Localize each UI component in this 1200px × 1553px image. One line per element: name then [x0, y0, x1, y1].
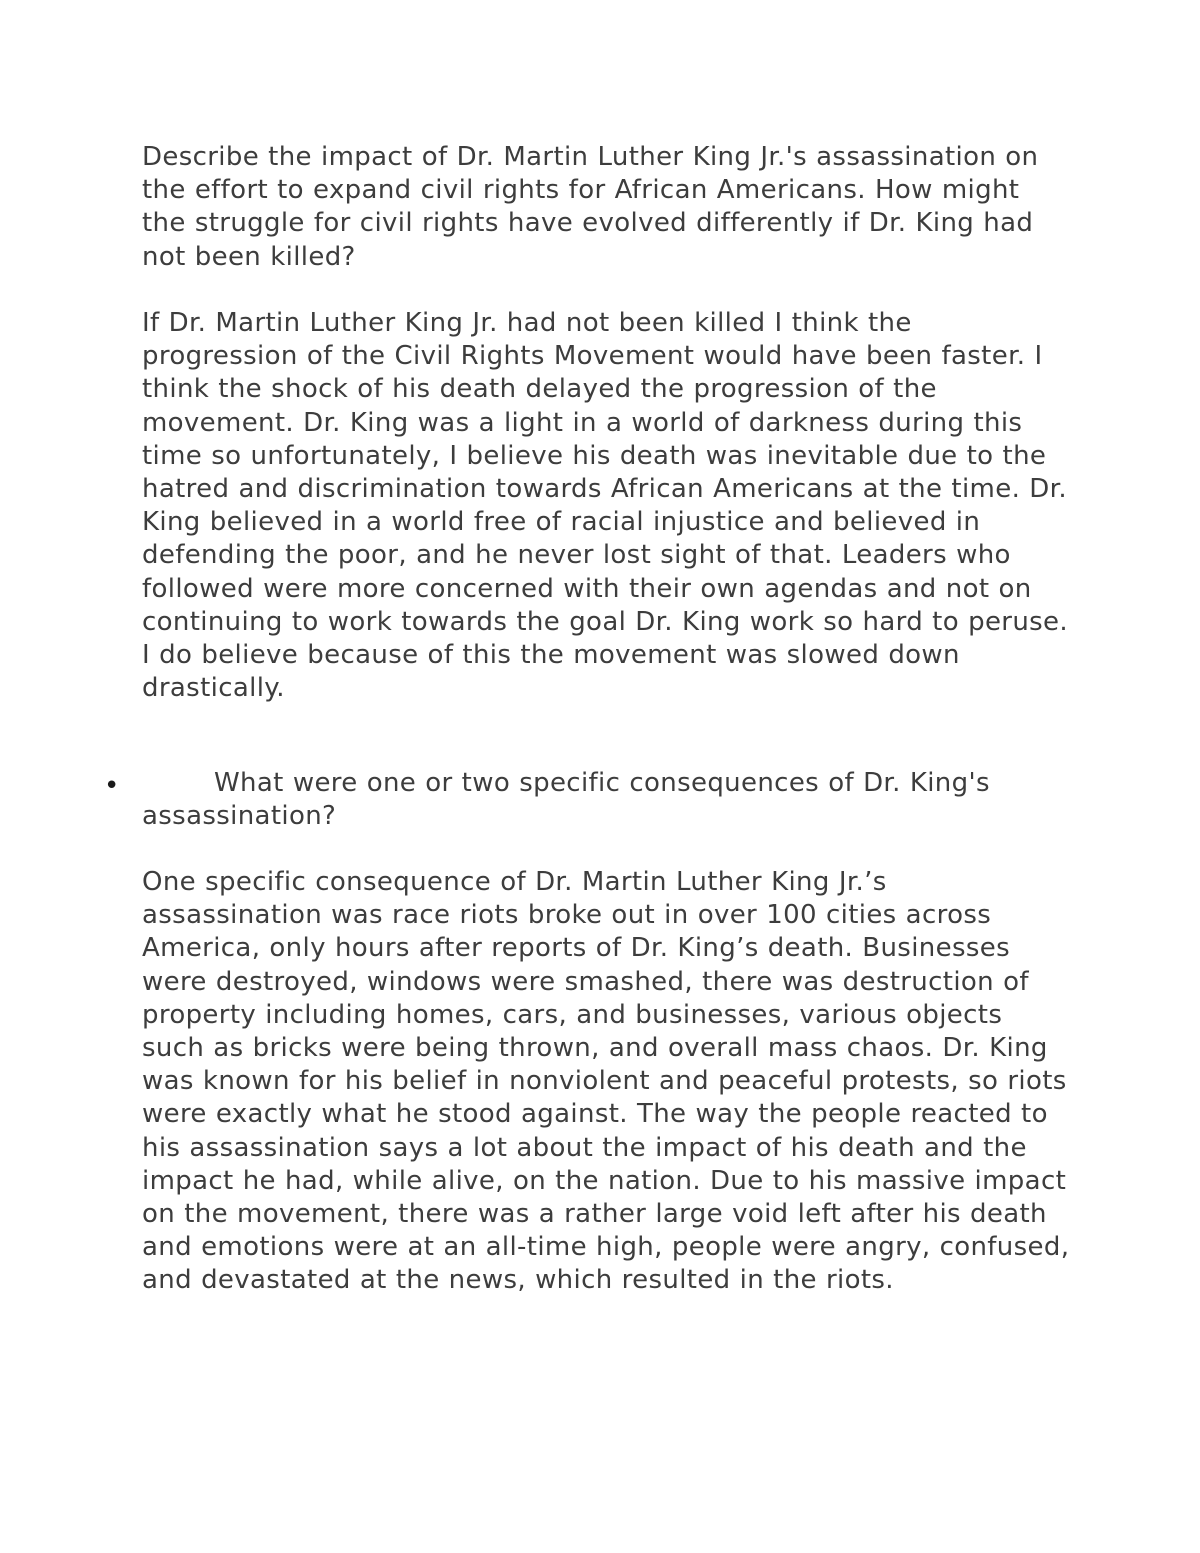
answer-paragraph-1: If Dr. Martin Luther King Jr. had not been killed I think the progression of the Civil Rights Movement would have been faster. I think the shock of his death delayed the progression of the movement. Dr. King was a light in a world of darkness during this time so unfortunately, I believe his death was inevitable due to the hatred and discrimination towards African Americans at the time. Dr. King believed in a world free of racial injustice and believed in defending the poor, and he never lost sight of that. Leaders who followed were more concerned with their own agendas and not on continuing to work towards the goal Dr. King work so hard to peruse. I do believe because of this the movement was slowed down drastically.: [142, 308, 1069, 704]
question-paragraph: Describe the impact of Dr. Martin Luther King Jr.'s assassination on the effort to expand civil rights for African Americans. How might the struggle for civil rights have evolved differently if Dr. King had not been killed?: [142, 142, 1039, 272]
answer-paragraph-2: One specific consequence of Dr. Martin Luther King Jr.’s assassination was race riots broke out in over 100 cities across America, only hours after reports of Dr. King’s death. Businesses were destroyed, windows were smashed, there was destruction of property including homes, cars, and businesses, various objects such as bricks were being thrown, and overall mass chaos. Dr. King was known for his belief in nonviolent and peaceful protests, so riots were exactly what he stood against. The way the people reacted to his assassination says a lot about the impact of his death and the impact he had, while alive, on the nation. Due to his massive impact on the movement, there was a rather large void left after his death and emotions were at an all-time high, people were angry, confused, and devastated at the news, which resulted in the riots.: [142, 867, 1070, 1296]
bullet-icon: •: [104, 771, 120, 801]
bullet-question-paragraph: [142, 767, 1072, 833]
bullet-question-text: What were one or two specific consequences of Dr. King's assassination?: [142, 768, 990, 832]
